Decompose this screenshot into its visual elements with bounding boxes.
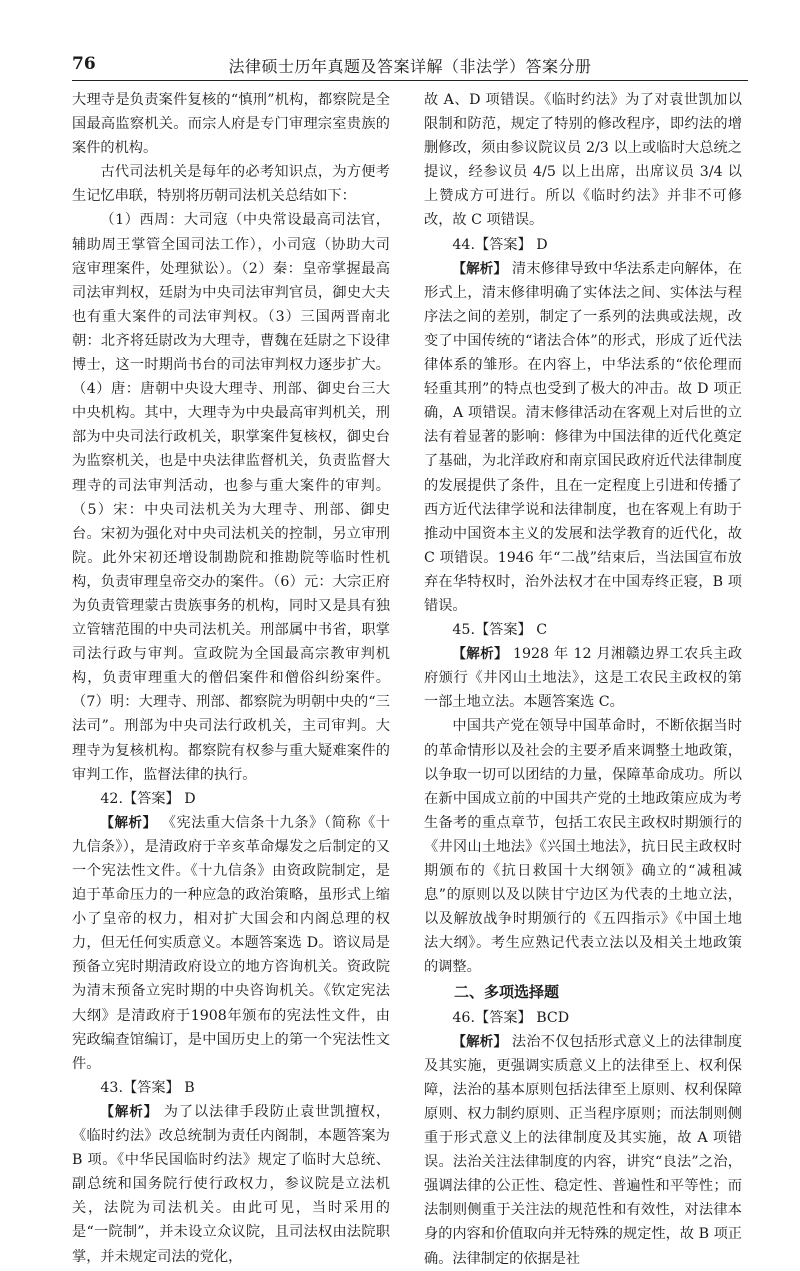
right-column	[424, 88, 742, 1271]
explanation-42	[72, 811, 390, 1076]
explanation-text: 《宪法重大信条十九条》（简称《十九信条》），是清政府于辛亥革命爆发之后制定的又一个宪法性文件。《十九信条》由资政院制定，是迫于革命压力的一种应急的政治策略，虽形式上缩小了皇帝的权力，相对扩大国会和内阁总理的权力，但无任何实质意义。本题答案选 D。谘议局是预备立宪时期清政府设立的地方咨询机关。资政院为清末预备立宪时期的中央咨询机关。《钦定宪法大纲》是清政府于1908年颁布的宪法性文件，由宪政编查馆编订，是中国历史上的第一个宪法性文件。	[72, 814, 391, 1072]
paragraph: 大理寺是负责案件复核的“慎刑”机构，都察院是全国最高监察机关。而宗人府是专门审理宗室贵族的案件的机构。	[72, 92, 390, 157]
paragraph: （1）西周：大司寇（中央常设最高司法官，辅助周王掌管全国司法工作），小司寇（协助大司寇审理案件，处理狱讼）。（2）秦：皇帝掌握最高司法审判权，廷尉为中央司法审判官员，御史大夫也有重大案件的司法审判权。（3）三国两晋南北朝：北齐将廷尉改为大理寺，曹魏在廷尉之下设律博士，这一时期尚书台的司法审判权力逐步扩大。（4）唐：唐朝中央设大理寺、刑部、御史台三大中央机构。其中，大理寺为中央最高审判机关，刑部为中央司法行政机关，职掌案件复核权，御史台为监察机关，也是中央法律监督机关，负责监督大理寺的司法审判活动，也参与重大案件的审判。（5）宋：中央司法机关为大理寺、刑部、御史台。宋初为强化对中央司法机关的控制，另立审刑院。此外宋初还增设制勘院和推勘院等临时性机构，负责审理皇帝交办的案件。（6）元：大宗正府为负责管理蒙古贵族事务的机构，同时又是具有独立管辖范围的中央司法机关。刑部属中书省，职掌司法行政与审判。宣政院为全国最高宗教审判机构，负责审理重大的僧侣案件和僧俗纠纷案件。（7）明：大理寺、刑部、都察院为明朝中央的“三法司”。刑部为中央司法行政机关，主司审判。大理寺为复核机构。都察院有权参与重大疑难案件的审判工作，监督法律的执行。	[72, 212, 390, 783]
paragraph: 古代司法机关是每年的必考知识点，为方便考生记忆串联，特别将历朝司法机关总结如下：	[72, 164, 390, 205]
explanation-text: 法治不仅包括形式意义上的法律制度及其实施，更强调实质意义上的法律至上、权利保障，法治的基本原则包括法律至上原则、权利保障原则、权力制约原则、正当程序原则；而法制则侧重于形式意义上的法律制度及其实施，故 A 项错误。法治关注法律制度的内容，讲究“良法”之治，强调法律的公正性、稳定性、普遍性和平等性；而法制则侧重于关注法的规范性和有效性，对法律本身的内容和价值取向并无特殊的规定性，故 B 项正确。法律制定的依据是社	[424, 1033, 743, 1267]
explanation-tag: 【解析】	[452, 260, 508, 277]
answer-line-42: 42.【答案】 D	[100, 790, 196, 807]
answer-line-45: 45.【答案】 C	[452, 622, 548, 639]
section-heading: 二、多项选择题	[454, 983, 560, 1002]
explanation-46	[424, 1030, 742, 1271]
explanation-tag: 【解析】	[100, 814, 157, 831]
paragraph: 故 A、D 项错误。《临时约法》为了对袁世凯加以限制和防范，规定了特别的修改程序，即约法的增删修改，须由参议院议员 2/3 以上或临时大总统之提议，经参议员 4/5 以上出席，出席议员 3/4 以上赞成方可进行。所以《临时约法》并非不可修改，故 C 项错误。	[424, 92, 742, 229]
explanation-tag: 【解析】	[100, 1103, 159, 1120]
page-number: 76	[72, 54, 96, 74]
paragraph: 中国共产党在领导中国革命时，不断依据当时的革命情形以及社会的主要矛盾来调整土地政策，以争取一切可以团结的力量，保障革命成功。所以在新中国成立前的中国共产党的土地政策应成为考生备考的重点章节，包括工农民主政权时期颁行的《井冈山土地法》《兴国土地法》，抗日民主政权时期颁布的《抗日救国十大纲领》确立的“减租减息”的原则以及以陕甘宁边区为代表的土地立法，以及解放战争时期颁行的《五四指示》《中国土地法大纲》。考生应熟记代表立法以及相关土地政策的调整。	[424, 718, 742, 976]
explanation-43	[72, 1100, 390, 1269]
left-column	[72, 88, 390, 1269]
page-header	[72, 50, 748, 81]
answer-line-43: 43.【答案】 B	[100, 1079, 195, 1096]
answer-line-44: 44.【答案】 D	[452, 236, 548, 253]
running-title: 法律硕士历年真题及答案详解（非法学）答案分册	[228, 57, 592, 76]
explanation-text: 1928 年 12 月湘赣边界工农兵主政府颁行《井冈山土地法》，这是工农民主政权的第一部土地立法。本题答案选 C。	[424, 646, 743, 711]
explanation-text: 为了以法律手段防止袁世凯擅权，《临时约法》改总统制为责任内阁制，本题答案为 B 项。《中华民国临时约法》规定了临时大总统、副总统和国务院行使行政权力，参议院是立法机关，法院为司法机关。由此可见，当时采用的是“一院制”，并未设立众议院，且司法权由法院职掌，并未规定司法的党化，	[72, 1103, 391, 1265]
explanation-45	[424, 642, 742, 714]
answer-line-46: 46.【答案】 BCD	[452, 1009, 570, 1026]
explanation-text: 清末修律导致中华法系走向解体，在形式上，清末修律明确了实体法之间、实体法与程序法之间的差别，制定了一系列的法典或法规，改变了中国传统的“诸法合体”的形式，形成了近代法律体系的雏形。在内容上，中华法系的“依伦理而轻重其刑”的特点也受到了极大的冲击。故 D 项正确，A 项错误。清末修律活动在客观上对后世的立法有着显著的影响：修律为中国法律的近代化奠定了基础，为北洋政府和南京国民政府近代法律制度的发展提供了条件，且在一定程度上引进和传播了西方近代法律学说和法律制度，也在客观上有助于推动中国资本主义的发展和法学教育的近代化，故 C 项错误。1946 年“二战”结束后，当法国宣布放弃在华特权时，治外法权才在中国寿终正寝，B 项错误。	[424, 260, 743, 614]
explanation-tag: 【解析】	[452, 646, 509, 663]
explanation-44	[424, 257, 742, 618]
explanation-tag: 【解析】	[452, 1033, 508, 1050]
